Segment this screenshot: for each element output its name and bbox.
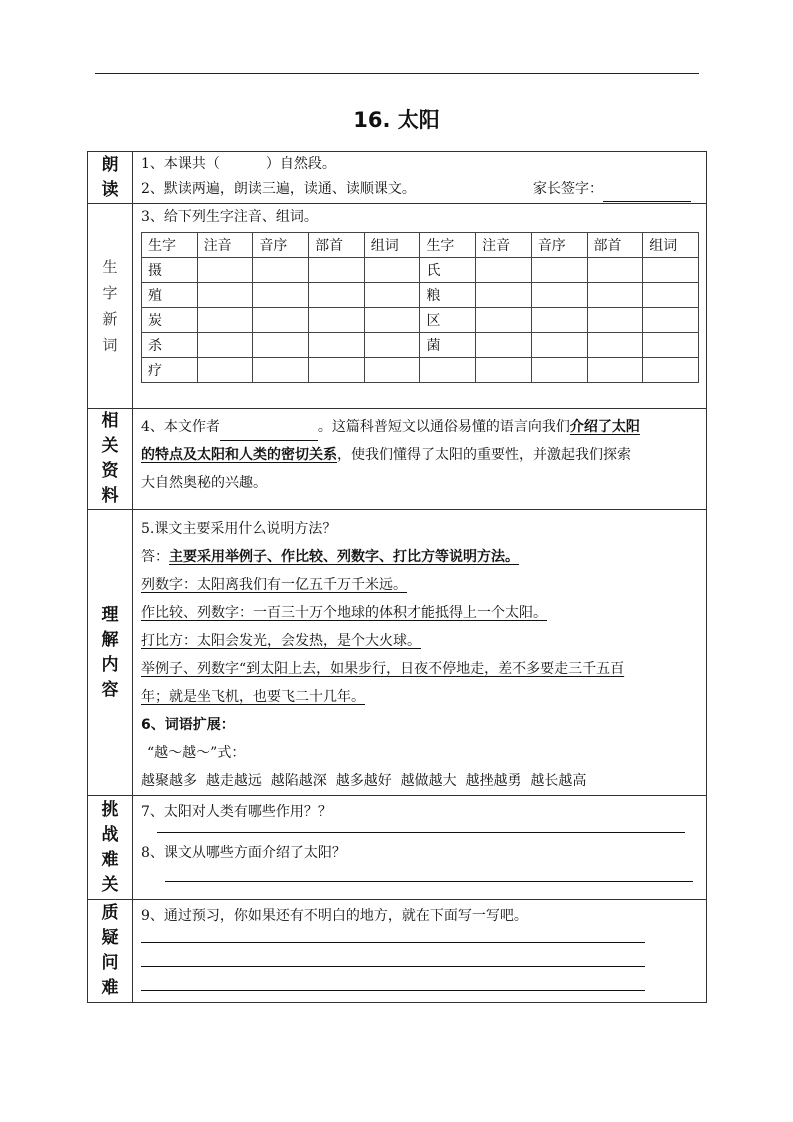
challenge-row bbox=[88, 796, 707, 900]
char-cell: 殖 bbox=[142, 283, 198, 308]
example-line: 举例子、列数字“到太阳上去，如果步行，日夜不停地走，差不多要走三千五百 bbox=[141, 661, 625, 677]
q8-text: 8、课文从哪些方面介绍了太阳？ bbox=[141, 845, 346, 861]
q7-text: 7、太阳对人类有哪些作用？？ bbox=[141, 804, 332, 820]
answer-cell[interactable] bbox=[364, 358, 420, 383]
signature-blank[interactable] bbox=[603, 183, 691, 202]
questions-content bbox=[133, 900, 707, 1003]
q9-answer-line[interactable] bbox=[141, 990, 645, 991]
header-rule bbox=[95, 73, 699, 74]
q4-prefix: 4、本文作者 bbox=[141, 419, 220, 435]
char-cell: 炭 bbox=[142, 308, 198, 333]
answer-cell[interactable] bbox=[253, 283, 309, 308]
q4-mid: 。这篇科普短文以通俗易懂的语言向我们 bbox=[317, 419, 570, 435]
answer-cell[interactable] bbox=[197, 358, 253, 383]
table-row bbox=[142, 258, 699, 283]
answer-cell[interactable] bbox=[643, 333, 699, 358]
answer-cell[interactable] bbox=[197, 308, 253, 333]
vocab-content bbox=[133, 204, 707, 409]
pattern-text: “越～越～”式： bbox=[147, 745, 246, 761]
answer-cell[interactable] bbox=[476, 308, 532, 333]
example-line: 年；就是坐飞机，也要飞二十几年。 bbox=[141, 689, 365, 705]
answer-cell[interactable] bbox=[253, 308, 309, 333]
q1-prefix: 1、本课共（ bbox=[141, 156, 220, 172]
answer-cell[interactable] bbox=[253, 333, 309, 358]
a5-prefix: 答： bbox=[141, 549, 169, 565]
header-cell: 部首 bbox=[587, 233, 643, 258]
answer-cell[interactable] bbox=[253, 258, 309, 283]
character-table bbox=[141, 232, 699, 383]
background-content bbox=[133, 409, 707, 510]
answer-cell[interactable] bbox=[643, 308, 699, 333]
questions-row bbox=[88, 900, 707, 1003]
q2-text: 2、默读两遍，朗读三遍，读通、读顺课文。 bbox=[141, 181, 416, 197]
answer-cell[interactable] bbox=[587, 358, 643, 383]
q4-highlight-1: 介绍了太阳 bbox=[569, 419, 640, 435]
answer-cell[interactable] bbox=[587, 283, 643, 308]
q8-answer-line[interactable] bbox=[165, 881, 693, 882]
answer-cell[interactable] bbox=[309, 308, 365, 333]
questions-label: 质 疑 问 难 bbox=[88, 900, 133, 1003]
answer-cell[interactable] bbox=[476, 358, 532, 383]
table-row bbox=[142, 308, 699, 333]
header-cell: 组词 bbox=[364, 233, 420, 258]
signature-label: 家长签字： bbox=[533, 181, 603, 197]
page-title: 16. 太阳 bbox=[353, 108, 440, 132]
answer-cell[interactable] bbox=[309, 258, 365, 283]
answer-cell[interactable] bbox=[643, 258, 699, 283]
q9-answer-line[interactable] bbox=[141, 942, 645, 943]
answer-cell[interactable] bbox=[531, 283, 587, 308]
q4-rest-2: 大自然奥秘的兴趣。 bbox=[141, 475, 267, 491]
answer-cell[interactable] bbox=[643, 283, 699, 308]
background-row bbox=[88, 409, 707, 510]
header-cell: 注音 bbox=[476, 233, 532, 258]
char-cell: 菌 bbox=[420, 333, 476, 358]
example-line: 打比方：太阳会发光，会发热，是个大火球。 bbox=[141, 633, 421, 649]
answer-cell[interactable] bbox=[364, 308, 420, 333]
answer-cell[interactable] bbox=[309, 283, 365, 308]
a5-answer: 主要采用举例子、作比较、列数字、打比方等说明方法。 bbox=[169, 549, 519, 565]
answer-cell[interactable] bbox=[587, 308, 643, 333]
answer-cell[interactable] bbox=[364, 333, 420, 358]
challenge-content bbox=[133, 796, 707, 900]
answer-cell[interactable] bbox=[364, 283, 420, 308]
char-cell: 疗 bbox=[142, 358, 198, 383]
understanding-content bbox=[133, 510, 707, 796]
header-cell: 组词 bbox=[643, 233, 699, 258]
answer-cell[interactable] bbox=[253, 358, 309, 383]
vocab-label: 生 字 新 词 bbox=[88, 204, 133, 409]
answer-cell[interactable] bbox=[587, 258, 643, 283]
char-cell: 氏 bbox=[420, 258, 476, 283]
answer-cell[interactable] bbox=[197, 283, 253, 308]
header-cell: 注音 bbox=[197, 233, 253, 258]
header-cell: 生字 bbox=[142, 233, 198, 258]
char-cell: 粮 bbox=[420, 283, 476, 308]
answer-cell[interactable] bbox=[197, 333, 253, 358]
q9-text: 9、通过预习，你如果还有不明白的地方，就在下面写一写吧。 bbox=[141, 908, 528, 924]
q3-text: 3、给下列生字注音、组词。 bbox=[141, 209, 318, 225]
header-cell: 音序 bbox=[531, 233, 587, 258]
q4-rest-1: ，使我们懂得了太阳的重要性，并激起我们探索 bbox=[337, 447, 631, 463]
author-blank[interactable] bbox=[220, 422, 318, 441]
char-cell: 摄 bbox=[142, 258, 198, 283]
word-list: 越聚越多 越走越远 越陷越深 越多越好 越做越大 越挫越勇 越长越高 bbox=[141, 773, 587, 789]
answer-cell[interactable] bbox=[476, 333, 532, 358]
q5-text: 5.课文主要采用什么说明方法？ bbox=[141, 521, 337, 537]
answer-cell[interactable] bbox=[643, 358, 699, 383]
understanding-label: 理 解 内 容 bbox=[88, 510, 133, 796]
header-cell: 生字 bbox=[420, 233, 476, 258]
answer-cell[interactable] bbox=[309, 358, 365, 383]
vocab-row bbox=[88, 204, 707, 409]
table-row bbox=[142, 333, 699, 358]
reading-content bbox=[133, 152, 707, 204]
example-line: 列数字：太阳离我们有一亿五千万千米远。 bbox=[141, 577, 407, 593]
q1-suffix: ）自然段。 bbox=[265, 156, 336, 172]
answer-cell[interactable] bbox=[587, 333, 643, 358]
answer-cell[interactable] bbox=[476, 258, 532, 283]
reading-label: 朗 读 bbox=[88, 152, 133, 204]
answer-cell[interactable] bbox=[309, 333, 365, 358]
answer-cell[interactable] bbox=[476, 283, 532, 308]
background-label: 相 关 资 料 bbox=[88, 409, 133, 510]
challenge-label: 挑 战 难 关 bbox=[88, 796, 133, 900]
answer-cell[interactable] bbox=[531, 258, 587, 283]
answer-cell[interactable] bbox=[364, 258, 420, 283]
q7-answer-line[interactable] bbox=[157, 832, 685, 833]
answer-cell[interactable] bbox=[197, 258, 253, 283]
table-row bbox=[142, 358, 699, 383]
char-cell: 区 bbox=[420, 308, 476, 333]
answer-cell[interactable] bbox=[531, 333, 587, 358]
q9-answer-line[interactable] bbox=[141, 966, 645, 967]
char-cell: 杀 bbox=[142, 333, 198, 358]
character-table-header bbox=[142, 233, 699, 258]
reading-row bbox=[88, 152, 707, 204]
header-cell: 部首 bbox=[309, 233, 365, 258]
understanding-row bbox=[88, 510, 707, 796]
table-row bbox=[142, 283, 699, 308]
worksheet-table bbox=[87, 151, 707, 1003]
q6-text: 6、词语扩展： bbox=[141, 717, 235, 733]
q4-highlight-2: 的特点及太阳和人类的密切关系 bbox=[141, 447, 337, 463]
example-line: 作比较、列数字：一百三十万个地球的体积才能抵得上一个太阳。 bbox=[141, 605, 547, 621]
char-cell bbox=[420, 358, 476, 383]
answer-cell[interactable] bbox=[531, 308, 587, 333]
header-cell: 音序 bbox=[253, 233, 309, 258]
answer-cell[interactable] bbox=[531, 358, 587, 383]
